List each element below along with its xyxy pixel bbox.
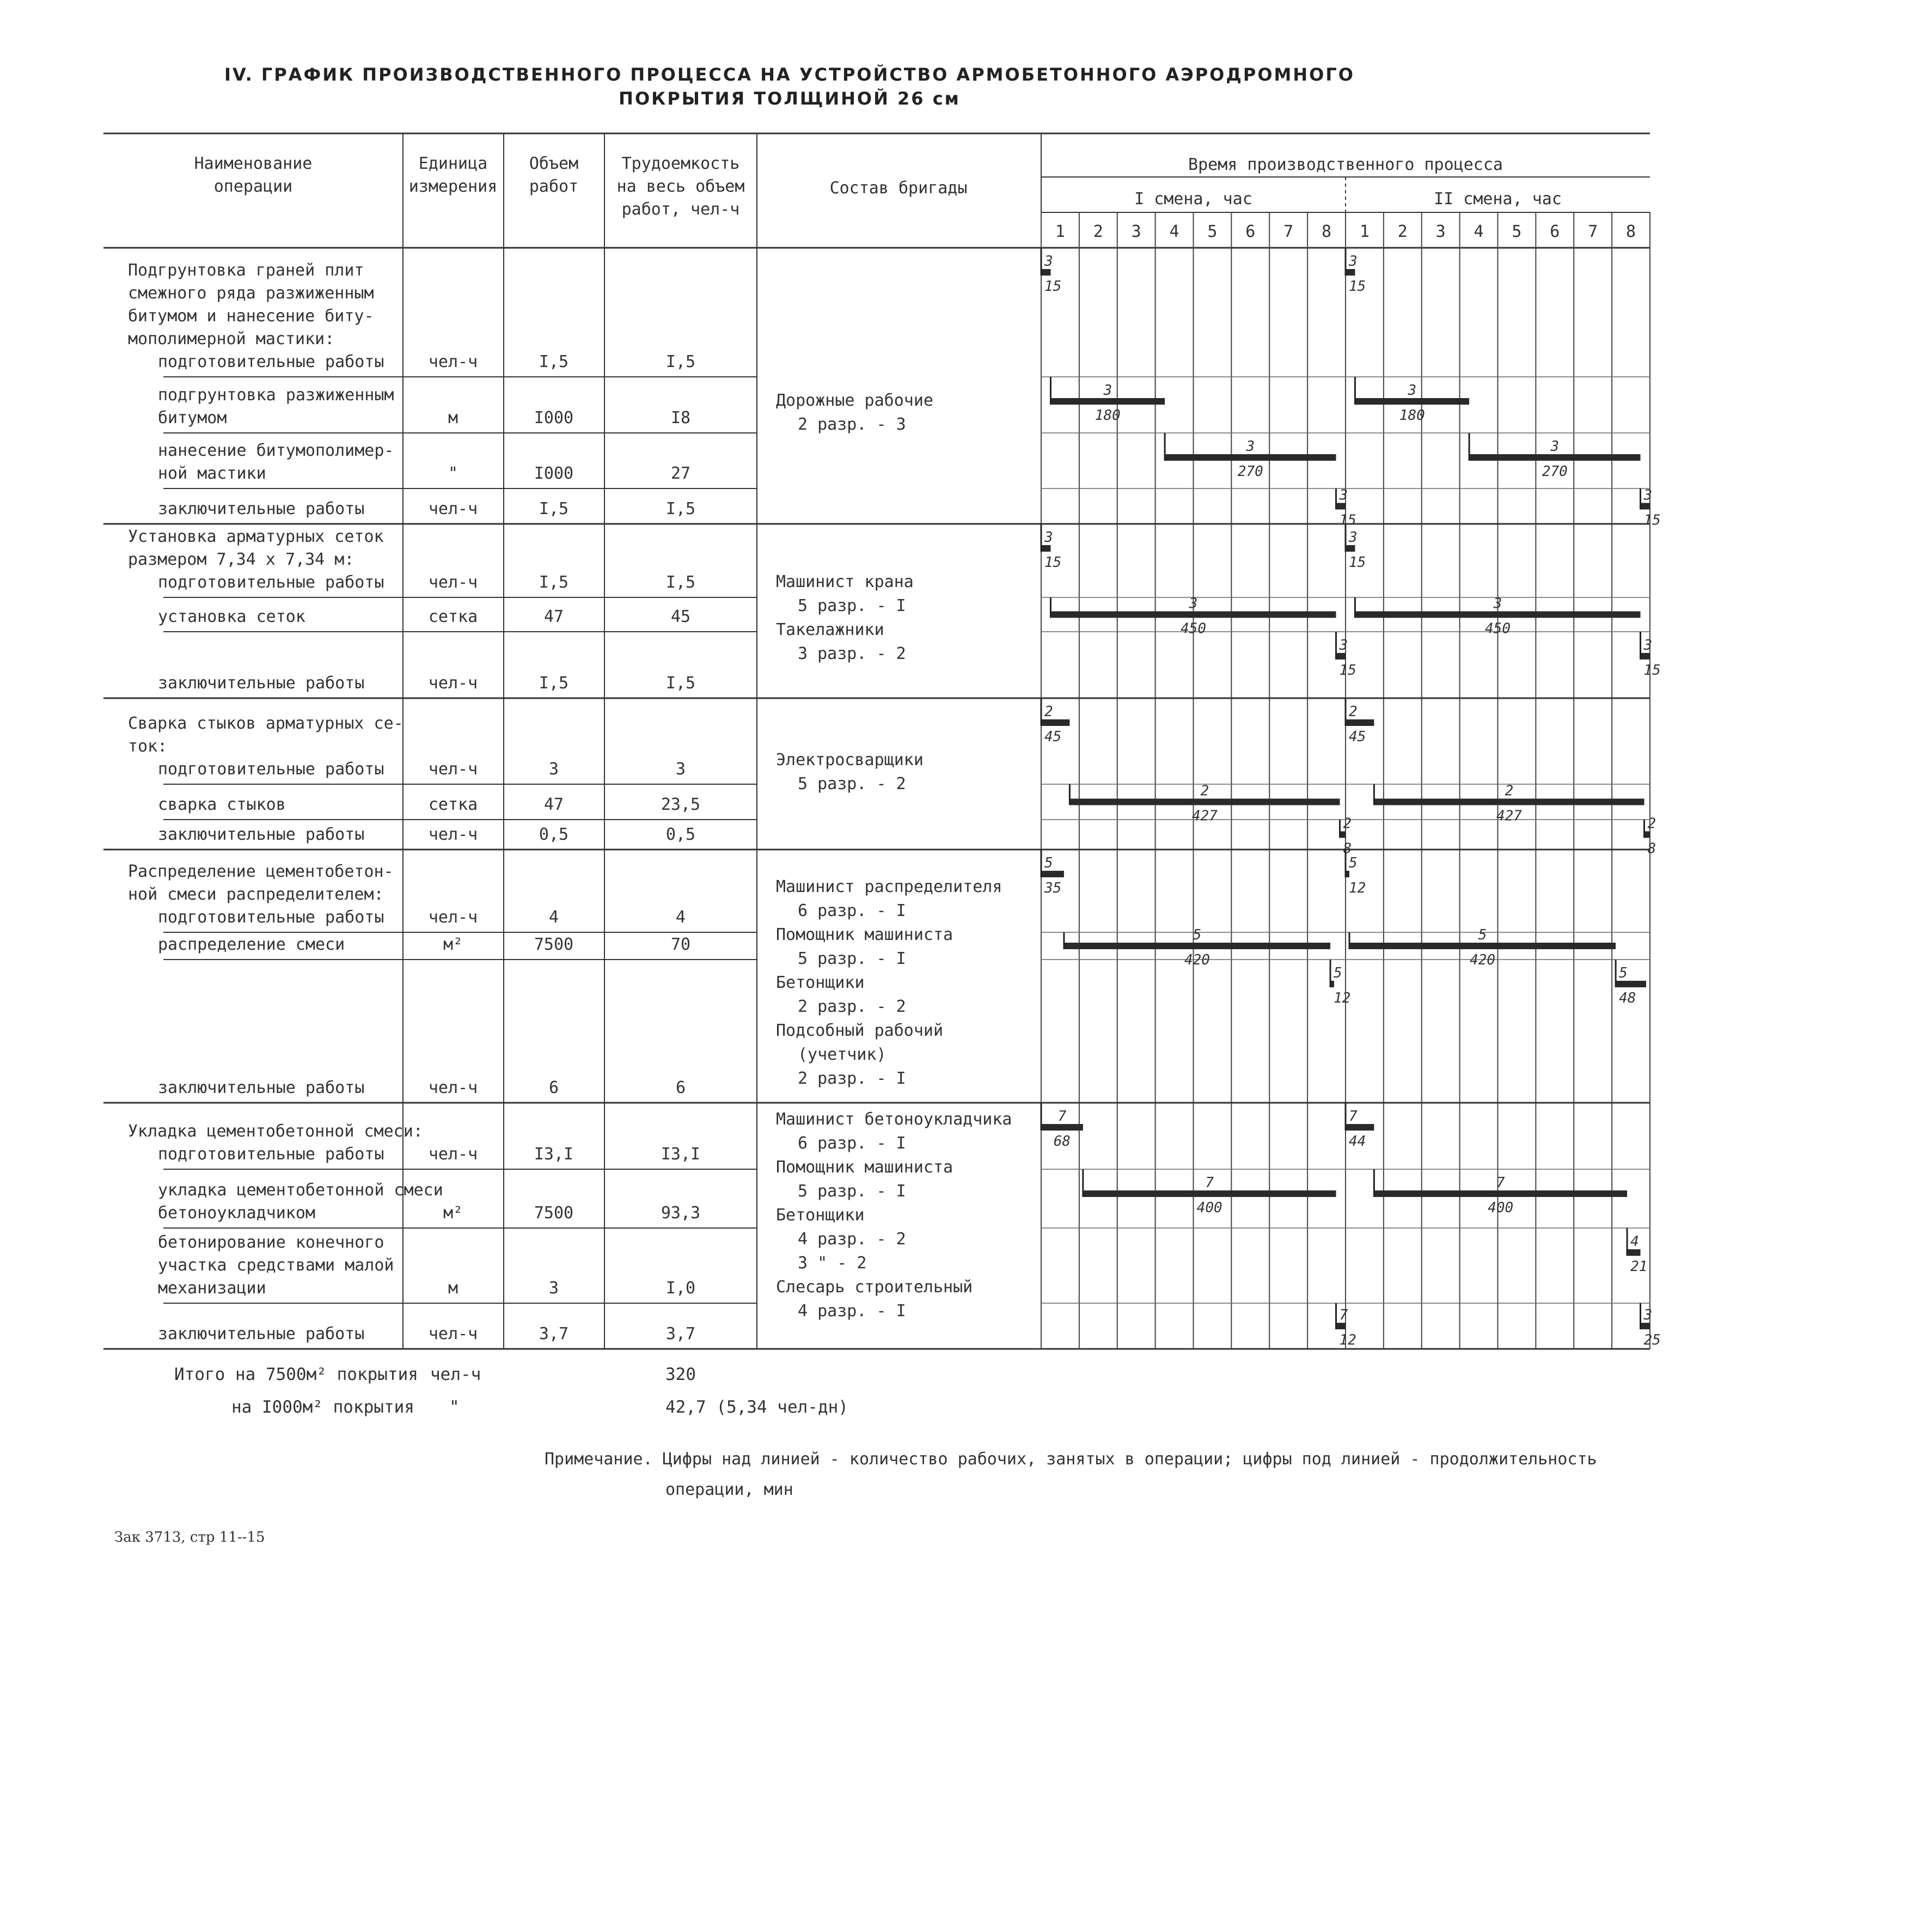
gantt-duration-label: 25 xyxy=(1643,1332,1661,1348)
crew-line: 6 разр. - I xyxy=(798,901,906,920)
gantt-workers-label: 7 xyxy=(1057,1108,1067,1125)
volume-cell: 47 xyxy=(543,795,564,814)
gantt-duration-label: 45 xyxy=(1044,729,1062,745)
gantt-bar xyxy=(1641,653,1650,659)
gantt-bar xyxy=(1041,871,1064,877)
operation-name-line: установка сеток xyxy=(158,607,305,626)
gantt-duration-label: 180 xyxy=(1095,407,1121,424)
hour-label: 3 xyxy=(1435,222,1446,241)
gantt-workers-label: 3 xyxy=(1246,438,1255,455)
operation-name-line: подготовительные работы xyxy=(158,908,384,927)
gantt-workers-label: 3 xyxy=(1339,487,1348,504)
header-unit: Единица xyxy=(418,154,488,173)
crew-line: 2 разр. - 3 xyxy=(798,415,906,434)
operation-name-line: Распределение цементобетон- xyxy=(128,862,394,881)
gantt-bar xyxy=(1050,612,1336,618)
gantt-workers-label: 3 xyxy=(1643,1307,1653,1323)
labor-cell: 70 xyxy=(670,935,691,954)
volume-cell: 7500 xyxy=(534,935,574,954)
header-name: операции xyxy=(213,177,293,196)
crew-line: 2 разр. - I xyxy=(798,1069,906,1088)
operation-name-line: мополимерной мастики: xyxy=(128,329,335,349)
gantt-duration-label: 21 xyxy=(1630,1259,1648,1275)
volume-cell: I3,I xyxy=(534,1145,574,1164)
operation-name-line: размером 7,34 х 7,34 м: xyxy=(128,550,354,569)
operation-name-line: подготовительные работы xyxy=(158,1145,384,1164)
gantt-duration-label: 450 xyxy=(1181,620,1206,637)
operation-name-line: Установка арматурных сеток xyxy=(128,527,384,546)
unit-cell: чел-ч xyxy=(428,1145,478,1164)
gantt-workers-label: 3 xyxy=(1044,529,1053,546)
unit-cell: чел-ч xyxy=(428,573,478,592)
labor-cell: 0,5 xyxy=(665,825,696,844)
operation-name-line: подготовительные работы xyxy=(158,573,384,592)
gantt-duration-label: 12 xyxy=(1339,1332,1356,1348)
crew-line: Бетонщики xyxy=(776,1206,865,1225)
gantt-workers-label: 3 xyxy=(1349,253,1358,270)
crew-line: Машинист крана xyxy=(776,572,914,591)
gantt-duration-label: 15 xyxy=(1643,662,1661,679)
operation-name-line: участка средствами малой xyxy=(158,1256,394,1275)
unit-cell: чел-ч xyxy=(428,1078,478,1097)
volume-cell: 4 xyxy=(548,908,559,927)
header-shift-1: I смена, час xyxy=(1134,190,1252,209)
operation-name-line: Сварка стыков арматурных се- xyxy=(128,714,403,733)
gantt-workers-label: 3 xyxy=(1103,382,1112,399)
header-name: Наименование xyxy=(194,154,313,173)
gantt-bar xyxy=(1064,943,1330,949)
totals-value-2: 42,7 (5,34 чел-дн) xyxy=(665,1397,848,1417)
gantt-bar xyxy=(1083,1190,1336,1197)
gantt-duration-label: 427 xyxy=(1191,808,1218,824)
gantt-bar xyxy=(1641,1323,1650,1329)
volume-cell: I000 xyxy=(534,464,574,483)
gantt-bar xyxy=(1041,269,1050,276)
crew-line: 3 разр. - 2 xyxy=(798,644,906,663)
crew-line: 5 разр. - I xyxy=(798,949,906,968)
note-line2: операции, мин xyxy=(665,1480,793,1499)
volume-cell: 3 xyxy=(548,760,559,779)
gantt-workers-label: 3 xyxy=(1493,595,1502,612)
operation-name-line: заключительные работы xyxy=(158,1078,365,1097)
volume-cell: 3,7 xyxy=(539,1324,569,1343)
hour-label: 4 xyxy=(1169,222,1179,241)
gantt-workers-label: 3 xyxy=(1349,529,1358,546)
operation-name-line: смежного ряда разжиженным xyxy=(128,284,374,303)
gantt-duration-label: 35 xyxy=(1044,880,1062,896)
unit-cell: м² xyxy=(443,1204,463,1223)
gantt-bar xyxy=(1069,799,1340,805)
gantt-workers-label: 3 xyxy=(1408,382,1417,399)
gantt-workers-label: 4 xyxy=(1630,1233,1639,1250)
operation-name-line: распределение смеси xyxy=(158,935,345,954)
hour-label: 1 xyxy=(1359,222,1369,241)
volume-cell: 7500 xyxy=(534,1204,574,1223)
labor-cell: I8 xyxy=(670,408,691,427)
gantt-duration-label: 45 xyxy=(1349,729,1366,745)
gantt-workers-label: 5 xyxy=(1334,965,1342,981)
hour-label: 5 xyxy=(1512,222,1522,241)
header-time: Время производственного процесса xyxy=(1188,155,1503,174)
volume-cell: I000 xyxy=(534,408,574,427)
labor-cell: I,5 xyxy=(665,573,696,592)
hour-label: 6 xyxy=(1245,222,1256,241)
operation-name-line: битумом xyxy=(158,408,227,427)
hour-label: 2 xyxy=(1093,222,1103,241)
gantt-bar xyxy=(1355,612,1640,618)
hour-label: 1 xyxy=(1055,222,1065,241)
gantt-duration-label: 15 xyxy=(1339,512,1356,529)
crew-line: Электросварщики xyxy=(776,750,924,769)
crew-line: 5 разр. - 2 xyxy=(798,774,906,793)
gantt-workers-label: 3 xyxy=(1550,438,1560,455)
labor-cell: 23,5 xyxy=(661,795,701,814)
gantt-bar xyxy=(1469,454,1640,461)
gantt-workers-label: 2 xyxy=(1044,704,1053,720)
labor-cell: I,5 xyxy=(665,352,696,371)
gantt-workers-label: 2 xyxy=(1343,815,1352,832)
hour-label: 5 xyxy=(1207,222,1218,241)
crew-line: Помощник машиниста xyxy=(776,1158,953,1177)
gantt-duration-label: 15 xyxy=(1643,512,1661,529)
operation-name-line: бетоноукладчиком xyxy=(158,1204,315,1223)
operation-name-line: заключительные работы xyxy=(158,499,365,518)
gantt-bar xyxy=(1627,1249,1640,1256)
header-volume: Объем xyxy=(529,154,579,173)
header-volume: работ xyxy=(529,177,579,196)
volume-cell: 3 xyxy=(548,1279,559,1298)
gantt-bar xyxy=(1041,719,1069,726)
gantt-workers-label: 3 xyxy=(1643,637,1653,653)
gantt-workers-label: 5 xyxy=(1349,855,1358,871)
gantt-duration-label: 427 xyxy=(1496,808,1522,824)
gantt-bar xyxy=(1346,1124,1374,1131)
hour-label: 8 xyxy=(1626,222,1636,241)
gantt-duration-label: 44 xyxy=(1349,1133,1366,1150)
crew-line: 5 разр. - I xyxy=(798,1182,906,1201)
hour-label: 7 xyxy=(1283,222,1294,241)
unit-cell: чел-ч xyxy=(428,352,478,371)
totals-value-1: 320 xyxy=(665,1365,696,1384)
labor-cell: 27 xyxy=(670,464,691,483)
gantt-duration-label: 270 xyxy=(1237,463,1263,480)
header-labor: работ, чел-ч xyxy=(621,200,740,219)
gantt-duration-label: 12 xyxy=(1349,880,1366,896)
gantt-duration-label: 68 xyxy=(1053,1133,1071,1150)
crew-line: Помощник машиниста xyxy=(776,925,953,944)
gantt-duration-label: 400 xyxy=(1196,1200,1222,1216)
gantt-workers-label: 7 xyxy=(1349,1108,1358,1125)
crew-line: 4 разр. - I xyxy=(798,1302,906,1321)
unit-cell: чел-ч xyxy=(428,499,478,518)
gantt-duration-label: 420 xyxy=(1470,952,1496,968)
operation-name-line: битумом и нанесение биту- xyxy=(128,307,374,326)
gantt-duration-label: 400 xyxy=(1488,1200,1514,1216)
gantt-bar xyxy=(1346,269,1355,276)
gantt-bar xyxy=(1374,799,1644,805)
crew-line: 5 разр. - I xyxy=(798,596,906,615)
gantt-bar xyxy=(1641,503,1650,510)
operation-name-line: нанесение битумополимер- xyxy=(158,441,394,460)
hour-label: 4 xyxy=(1474,222,1484,241)
operation-name-line: подготовительные работы xyxy=(158,352,384,371)
gantt-workers-label: 3 xyxy=(1189,595,1198,612)
operation-name-line: укладка цементобетонной смеси xyxy=(158,1181,443,1200)
unit-cell: сетка xyxy=(428,607,478,626)
labor-cell: 4 xyxy=(675,908,686,927)
crew-line: Такелажники xyxy=(776,620,884,639)
document-title-line1: IV. ГРАФИК ПРОИЗВОДСТВЕННОГО ПРОЦЕССА НА УСТРОЙСТВО АРМОБЕТОННОГО АЭРОДРОМНОГО xyxy=(224,64,1355,85)
hour-label: 3 xyxy=(1131,222,1141,241)
labor-cell: 45 xyxy=(670,607,691,626)
unit-cell: чел-ч xyxy=(428,760,478,779)
note-line1: Примечание. Цифры над линией - количество рабочих, занятых в операции; цифры под линией - продолжительность xyxy=(545,1450,1597,1469)
labor-cell: I,0 xyxy=(665,1279,696,1298)
gantt-bar xyxy=(1616,981,1646,987)
gantt-workers-label: 2 xyxy=(1200,783,1209,799)
operation-name-line: подгрунтовка разжиженным xyxy=(158,386,394,405)
totals-unit-2: " xyxy=(449,1397,460,1417)
gantt-bar xyxy=(1340,832,1346,838)
crew-line: Бетонщики xyxy=(776,973,865,992)
gantt-workers-label: 2 xyxy=(1647,815,1656,832)
operation-name-line: сварка стыков xyxy=(158,795,286,814)
gantt-workers-label: 5 xyxy=(1193,927,1202,943)
crew-line: Слесарь строительный xyxy=(776,1278,973,1297)
hour-label: 7 xyxy=(1588,222,1598,241)
gantt-duration-label: 450 xyxy=(1485,620,1511,637)
operation-name-line: заключительные работы xyxy=(158,1324,365,1343)
gantt-duration-label: 15 xyxy=(1044,278,1062,295)
gantt-workers-label: 5 xyxy=(1619,965,1628,981)
gantt-duration-label: 180 xyxy=(1399,407,1425,424)
labor-cell: I,5 xyxy=(665,499,696,518)
operation-name-line: заключительные работы xyxy=(158,674,365,693)
operation-name-line: заключительные работы xyxy=(158,825,365,844)
header-labor: на весь объем xyxy=(616,177,745,196)
crew-line: 2 разр. - 2 xyxy=(798,997,906,1016)
gantt-bar xyxy=(1336,1323,1346,1329)
gantt-bar xyxy=(1336,503,1346,510)
gantt-bar xyxy=(1041,545,1050,552)
labor-cell: 3,7 xyxy=(665,1324,696,1343)
totals-unit-1: чел-ч xyxy=(430,1365,481,1384)
gantt-bar xyxy=(1349,943,1616,949)
gantt-workers-label: 2 xyxy=(1505,783,1514,799)
volume-cell: 0,5 xyxy=(539,825,569,844)
header-shift-2: II смена, час xyxy=(1434,190,1562,209)
totals-label-1: Итого на 7500м² покрытия xyxy=(174,1365,418,1384)
unit-cell: чел-ч xyxy=(428,908,478,927)
gantt-workers-label: 7 xyxy=(1339,1307,1348,1323)
unit-cell: " xyxy=(448,464,458,483)
gantt-duration-label: 15 xyxy=(1349,278,1366,295)
gantt-bar xyxy=(1336,653,1346,659)
gantt-bar xyxy=(1644,832,1650,838)
hour-label: 2 xyxy=(1397,222,1408,241)
labor-cell: I,5 xyxy=(665,674,696,693)
operation-name-line: подготовительные работы xyxy=(158,760,384,779)
labor-cell: 3 xyxy=(675,760,686,779)
order-number: Зак 3713, стр 11--15 xyxy=(114,1529,265,1546)
gantt-workers-label: 7 xyxy=(1205,1175,1214,1191)
unit-cell: чел-ч xyxy=(428,825,478,844)
crew-line: Машинист бетоноукладчика xyxy=(776,1110,1012,1129)
crew-line: 4 разр. - 2 xyxy=(798,1230,906,1249)
gantt-duration-label: 12 xyxy=(1334,990,1351,1006)
crew-line: Машинист распределителя xyxy=(776,877,1002,896)
gantt-workers-label: 7 xyxy=(1496,1175,1505,1191)
gantt-bar xyxy=(1346,719,1374,726)
gantt-duration-label: 15 xyxy=(1339,662,1356,679)
volume-cell: 6 xyxy=(548,1078,559,1097)
operation-name-line: механизации xyxy=(158,1279,266,1298)
unit-cell: сетка xyxy=(428,795,478,814)
operation-name-line: ток: xyxy=(128,737,168,756)
gantt-duration-label: 15 xyxy=(1349,554,1366,571)
gantt-bar xyxy=(1041,1124,1083,1131)
gantt-bar xyxy=(1346,545,1355,552)
operation-name-line: Подгрунтовка граней плит xyxy=(128,261,364,280)
crew-line: 3 " - 2 xyxy=(798,1254,867,1273)
gantt-workers-label: 3 xyxy=(1339,637,1348,653)
gantt-bar xyxy=(1165,454,1336,461)
volume-cell: I,5 xyxy=(539,573,569,592)
gantt-workers-label: 5 xyxy=(1044,855,1053,871)
gantt-workers-label: 3 xyxy=(1643,487,1653,504)
operation-name-line: Укладка цементобетонной смеси: xyxy=(128,1122,423,1141)
gantt-duration-label: 8 xyxy=(1647,840,1656,857)
volume-cell: 47 xyxy=(543,607,564,626)
unit-cell: м² xyxy=(443,935,463,954)
gantt-duration-label: 8 xyxy=(1343,840,1352,857)
unit-cell: м xyxy=(448,408,458,427)
labor-cell: 93,3 xyxy=(661,1204,701,1223)
gantt-duration-label: 420 xyxy=(1184,952,1210,968)
gantt-bar xyxy=(1355,398,1469,405)
totals-label-2: на I000м² покрытия xyxy=(231,1397,414,1417)
hour-label: 6 xyxy=(1550,222,1560,241)
gantt-workers-label: 2 xyxy=(1349,704,1358,720)
operation-name-line: бетонирование конечного xyxy=(158,1233,384,1252)
volume-cell: I,5 xyxy=(539,674,569,693)
volume-cell: I,5 xyxy=(539,499,569,518)
crew-line: 6 разр. - I xyxy=(798,1134,906,1153)
volume-cell: I,5 xyxy=(539,352,569,371)
gantt-bar xyxy=(1050,398,1165,405)
gantt-workers-label: 3 xyxy=(1044,253,1053,270)
gantt-duration-label: 270 xyxy=(1542,463,1568,480)
operation-name-line: ной смеси распределителем: xyxy=(128,885,384,904)
header-unit: измерения xyxy=(408,177,498,196)
gantt-workers-label: 5 xyxy=(1478,927,1487,943)
labor-cell: 6 xyxy=(675,1078,686,1097)
labor-cell: I3,I xyxy=(661,1145,701,1164)
gantt-duration-label: 48 xyxy=(1619,990,1636,1006)
header-crew: Состав бригады xyxy=(829,179,968,198)
gantt-bar xyxy=(1374,1190,1627,1197)
unit-cell: м xyxy=(448,1279,458,1298)
header-labor: Трудоемкость xyxy=(621,154,740,173)
hour-label: 8 xyxy=(1322,222,1332,241)
document-title-line2: ПОКРЫТИЯ ТОЛЩИНОЙ 26 см xyxy=(619,88,961,109)
operation-name-line: ной мастики xyxy=(158,464,266,483)
crew-line: Дорожные рабочие xyxy=(776,391,933,410)
crew-line: (учетчик) xyxy=(798,1045,886,1064)
unit-cell: чел-ч xyxy=(428,1324,478,1343)
gantt-duration-label: 15 xyxy=(1044,554,1062,571)
crew-line: Подсобный рабочий xyxy=(776,1021,944,1040)
unit-cell: чел-ч xyxy=(428,674,478,693)
